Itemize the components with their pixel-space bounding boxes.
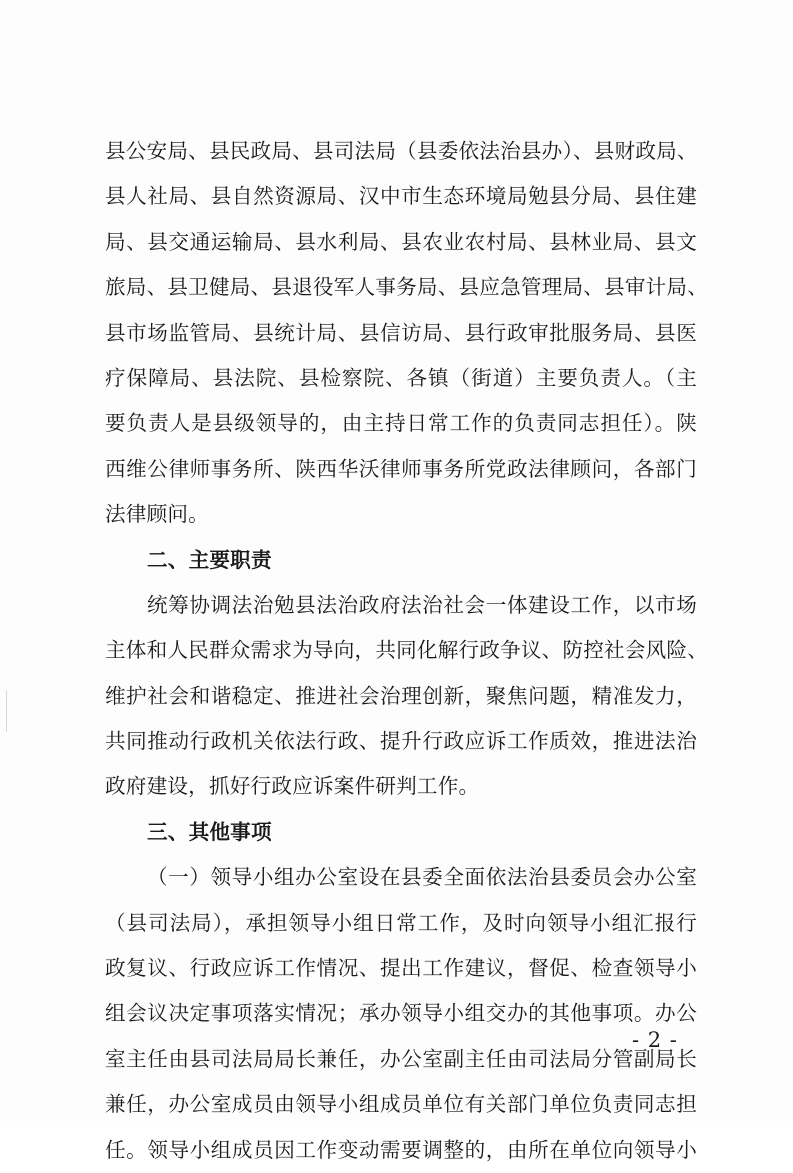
text-line: 室主任由县司法局局长兼任，办公室副主任由司法局分管副局长 — [105, 1046, 697, 1071]
text-line: 局、县交通运输局、县水利局、县农业农村局、县林业局、县文 — [105, 229, 697, 254]
page-number: - 2 - — [632, 1028, 678, 1052]
text-line: 政复议、行政应诉工作情况、提出工作建议，督促、检查领导小 — [105, 956, 697, 981]
body-text — [105, 129, 709, 1173]
text-line: 共同推动行政机关依法行政、提升行政应诉工作质效，推进法治 — [105, 729, 697, 754]
text-line: 县市场监管局、县统计局、县信访局、县行政审批服务局、县医 — [105, 320, 697, 345]
text-line: （一）领导小组办公室设在县委全面依法治县委员会办公室 — [147, 865, 697, 890]
text-line: 组会议决定事项落实情况；承办领导小组交办的其他事项。办公 — [105, 1001, 697, 1026]
text-line: 县人社局、县自然资源局、汉中市生态环境局勉县分局、县住建 — [105, 184, 697, 209]
text-line: 旅局、县卫健局、县退役军人事务局、县应急管理局、县审计局、 — [105, 275, 709, 300]
text-line: 要负责人是县级领导的，由主持日常工作的负责同志担任）。陕 — [105, 411, 697, 436]
scan-edge-mark — [6, 690, 7, 732]
text-line: 政府建设，抓好行政应诉案件研判工作。 — [105, 774, 480, 799]
text-line: 主体和人民群众需求为导向，共同化解行政争议、防控社会风险、 — [105, 638, 709, 663]
section-heading-main-duties: 二、主要职责 — [147, 547, 272, 572]
text-line: 任。领导小组成员因工作变动需要调整的，由所在单位向领导小 — [105, 1137, 697, 1162]
text-line: 统筹协调法治勉县法治政府法治社会一体建设工作，以市场 — [147, 592, 697, 617]
text-line: 县公安局、县民政局、县司法局（县委依法治县办）、县财政局、 — [105, 139, 698, 163]
text-line: 西维公律师事务所、陕西华沃律师事务所党政法律顾问，各部门 — [105, 456, 697, 481]
text-line: 疗保障局、县法院、县检察院、各镇（街道）主要负责人。（主 — [105, 365, 697, 390]
text-line: 兼任，办公室成员由领导小组成员单位有关部门单位负责同志担 — [105, 1092, 697, 1117]
text-line: 维护社会和谐稳定、推进社会治理创新，聚焦问题，精准发力， — [105, 683, 697, 708]
text-line: （县司法局），承担领导小组日常工作，及时向领导小组汇报行 — [105, 910, 697, 935]
section-heading-other-matters: 三、其他事项 — [147, 819, 272, 844]
text-line: 法律顾问。 — [105, 502, 209, 527]
